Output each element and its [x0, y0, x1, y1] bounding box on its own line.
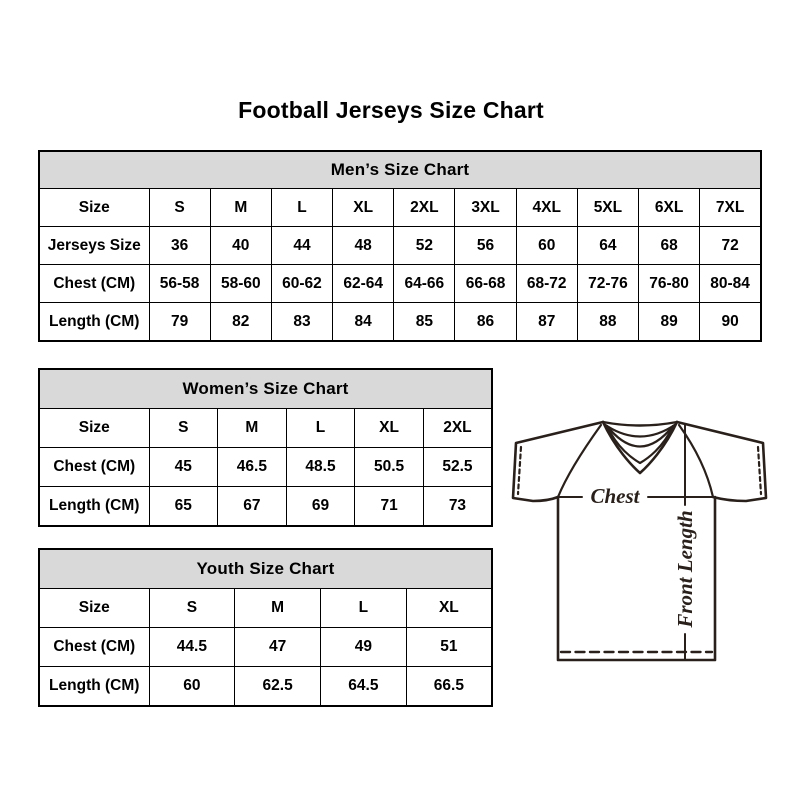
cell: 48.5: [286, 448, 355, 487]
cell: 62-64: [333, 265, 394, 303]
cell: 45: [149, 448, 218, 487]
cell: 72: [700, 227, 761, 265]
cell: 82: [210, 303, 271, 342]
cell: XL: [333, 189, 394, 227]
cell: 56-58: [149, 265, 210, 303]
cell: M: [235, 589, 321, 628]
cell: L: [271, 189, 332, 227]
cell: 60: [516, 227, 577, 265]
row-label: Size: [39, 589, 149, 628]
cell: XL: [406, 589, 492, 628]
cell: 86: [455, 303, 516, 342]
cell: 68: [639, 227, 700, 265]
cell: 52: [394, 227, 455, 265]
cell: 79: [149, 303, 210, 342]
row-label: Chest (CM): [39, 628, 149, 667]
cell: S: [149, 189, 210, 227]
row-label: Length (CM): [39, 487, 149, 527]
cell: S: [149, 409, 218, 448]
table-row: [39, 589, 492, 628]
womens-size-chart-table: [38, 368, 493, 527]
cell: 89: [639, 303, 700, 342]
cell: 65: [149, 487, 218, 527]
youth-size-chart-table: [38, 548, 493, 707]
table-row: [39, 227, 761, 265]
cell: 62.5: [235, 667, 321, 707]
cell: 58-60: [210, 265, 271, 303]
table-row: [39, 487, 492, 527]
cell: 88: [577, 303, 638, 342]
cell: S: [149, 589, 235, 628]
cell: 46.5: [218, 448, 287, 487]
cell: 80-84: [700, 265, 761, 303]
cell: 83: [271, 303, 332, 342]
cell: XL: [355, 409, 424, 448]
row-label: Size: [39, 409, 149, 448]
cell: 76-80: [639, 265, 700, 303]
cell: 66.5: [406, 667, 492, 707]
cell: 64.5: [321, 667, 407, 707]
table-title-row: [39, 369, 492, 409]
cell: 40: [210, 227, 271, 265]
cell: 6XL: [639, 189, 700, 227]
row-label: Jerseys Size: [39, 227, 149, 265]
cell: 84: [333, 303, 394, 342]
cell: 48: [333, 227, 394, 265]
table-row: [39, 303, 761, 342]
cell: L: [286, 409, 355, 448]
mens-size-chart-table: [38, 150, 762, 342]
cell: 2XL: [423, 409, 492, 448]
row-label: Length (CM): [39, 667, 149, 707]
row-label: Size: [39, 189, 149, 227]
cell: 64: [577, 227, 638, 265]
table-title-row: [39, 549, 492, 589]
front-length-measurement-label: Front Length: [673, 510, 697, 628]
row-label: Chest (CM): [39, 265, 149, 303]
cell: 69: [286, 487, 355, 527]
row-label: Length (CM): [39, 303, 149, 342]
chest-measurement-label: Chest: [590, 484, 640, 508]
row-label: Chest (CM): [39, 448, 149, 487]
cell: 47: [235, 628, 321, 667]
jersey-measurement-diagram: [500, 406, 780, 668]
cell: 56: [455, 227, 516, 265]
table-row: [39, 189, 761, 227]
cell: 72-76: [577, 265, 638, 303]
page-title: Football Jerseys Size Chart: [238, 97, 544, 123]
cell: 36: [149, 227, 210, 265]
table-row: [39, 409, 492, 448]
cell: M: [218, 409, 287, 448]
cell: 60: [149, 667, 235, 707]
cell: 73: [423, 487, 492, 527]
mens-table-title: Men’s Size Chart: [39, 151, 761, 189]
cell: 3XL: [455, 189, 516, 227]
table-title-row: [39, 151, 761, 189]
cell: 85: [394, 303, 455, 342]
cell: 60-62: [271, 265, 332, 303]
youth-table-title: Youth Size Chart: [39, 549, 492, 589]
cell: 87: [516, 303, 577, 342]
cell: 7XL: [700, 189, 761, 227]
cell: 68-72: [516, 265, 577, 303]
table-row: [39, 628, 492, 667]
cell: 51: [406, 628, 492, 667]
table-row: [39, 448, 492, 487]
cell: M: [210, 189, 271, 227]
cell: 44.5: [149, 628, 235, 667]
cell: 52.5: [423, 448, 492, 487]
cell: 50.5: [355, 448, 424, 487]
cell: 49: [321, 628, 407, 667]
cell: 4XL: [516, 189, 577, 227]
cell: 5XL: [577, 189, 638, 227]
cell: 2XL: [394, 189, 455, 227]
cell: 64-66: [394, 265, 455, 303]
cell: 66-68: [455, 265, 516, 303]
cell: 44: [271, 227, 332, 265]
cell: 90: [700, 303, 761, 342]
table-row: [39, 667, 492, 707]
cell: 71: [355, 487, 424, 527]
jersey-outline-icon: [513, 422, 766, 660]
table-row: [39, 265, 761, 303]
cell: L: [321, 589, 407, 628]
cell: 67: [218, 487, 287, 527]
womens-table-title: Women’s Size Chart: [39, 369, 492, 409]
